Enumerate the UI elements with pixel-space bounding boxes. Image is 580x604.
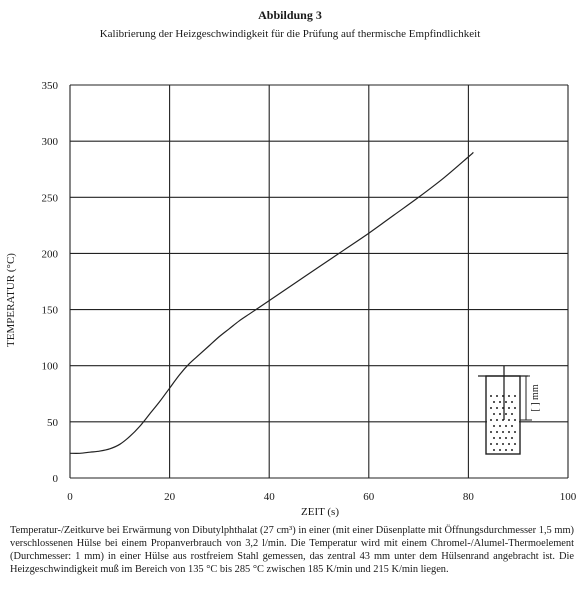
- fill-dot-44: [511, 449, 513, 451]
- y-axis-ticks: [42, 80, 59, 485]
- fill-dot-4: [514, 395, 516, 397]
- x-tick-label-0: 0: [67, 491, 73, 503]
- dimension-label: [ ] mm: [530, 384, 541, 412]
- fill-dot-10: [496, 407, 498, 409]
- fill-dot-32: [493, 437, 495, 439]
- y-axis-label: TEMPERATUR (°C): [5, 253, 17, 347]
- fill-dot-8: [511, 401, 513, 403]
- fill-dot-21: [508, 419, 510, 421]
- fill-dot-1: [496, 395, 498, 397]
- fill-dot-19: [496, 419, 498, 421]
- fill-dot-13: [514, 407, 516, 409]
- fill-dot-25: [505, 425, 507, 427]
- fill-dot-40: [514, 443, 516, 445]
- fill-dot-3: [508, 395, 510, 397]
- fill-dot-43: [505, 449, 507, 451]
- fill-dot-30: [508, 431, 510, 433]
- temperature-time-chart: [0, 60, 580, 520]
- fill-dot-37: [496, 443, 498, 445]
- fill-dot-31: [514, 431, 516, 433]
- y-tick-label-4: 200: [41, 248, 58, 261]
- fill-dot-27: [490, 431, 492, 433]
- x-axis-label: ZEIT (s): [301, 506, 339, 518]
- fill-dot-7: [505, 401, 507, 403]
- figure-heading: Abbildung 3: [258, 8, 322, 22]
- fill-dot-5: [493, 401, 495, 403]
- y-tick-label-7: 350: [41, 80, 58, 92]
- fill-dot-22: [514, 419, 516, 421]
- y-tick-label-0: 0: [52, 473, 58, 485]
- fill-dot-29: [502, 431, 504, 433]
- x-tick-label-5: 100: [559, 491, 577, 503]
- fill-dot-6: [499, 401, 501, 403]
- y-tick-label-2: 100: [41, 360, 58, 373]
- y-tick-label-5: 250: [41, 192, 58, 205]
- fill-dot-41: [493, 449, 495, 451]
- x-axis-ticks: [67, 491, 577, 503]
- fill-dot-35: [511, 437, 513, 439]
- fill-dot-14: [493, 413, 495, 415]
- sleeve-diagram: [478, 366, 541, 454]
- fill-dot-18: [490, 419, 492, 421]
- y-tick-label-3: 150: [41, 304, 58, 317]
- fill-dot-16: [505, 413, 507, 415]
- fill-dot-38: [502, 443, 504, 445]
- y-tick-label-1: 50: [47, 416, 58, 429]
- fill-dot-34: [505, 437, 507, 439]
- fill-dot-23: [493, 425, 495, 427]
- figure-caption: Temperatur-/Zeitkurve bei Erwärmung von Dibutylphthalat (27 cm³) in einer (mit einer Düsenplatte mit Öffnungsdurchmesser 1,5 mm) verschlossenen Hülse bei einem Propanverbrauch von 3,2 l/min. Die Temperatur wird mit einem Chromel-/Alumel-Thermoelement (Durchmesser: 1 mm) in einer Hülse aus rostfreiem Stahl gemessen, das zentral 43 mm unter dem Hülsenrand angebracht ist. Die Heizgeschwindigkeit muß im Bereich von 135 °C bis 285 °C zwischen 185 K/min und 215 K/min liegen.: [10, 525, 574, 575]
- fill-dot-36: [490, 443, 492, 445]
- x-tick-label-3: 60: [363, 491, 375, 503]
- fill-dot-42: [499, 449, 501, 451]
- y-tick-label-6: 300: [41, 136, 58, 149]
- fill-dot-0: [490, 395, 492, 397]
- fill-dot-39: [508, 443, 510, 445]
- fill-dot-33: [499, 437, 501, 439]
- fill-dot-15: [499, 413, 501, 415]
- x-tick-label-1: 20: [164, 491, 176, 503]
- fill-dot-28: [496, 431, 498, 433]
- fill-dot-9: [490, 407, 492, 409]
- x-tick-label-4: 80: [462, 491, 474, 503]
- fill-dot-26: [511, 425, 513, 427]
- x-tick-label-2: 40: [263, 491, 275, 503]
- fill-dot-17: [511, 413, 513, 415]
- fill-dot-12: [508, 407, 510, 409]
- fill-dot-24: [499, 425, 501, 427]
- figure-subheading: Kalibrierung der Heizgeschwindigkeit für die Prüfung auf thermische Empfindlichkeit: [99, 28, 481, 40]
